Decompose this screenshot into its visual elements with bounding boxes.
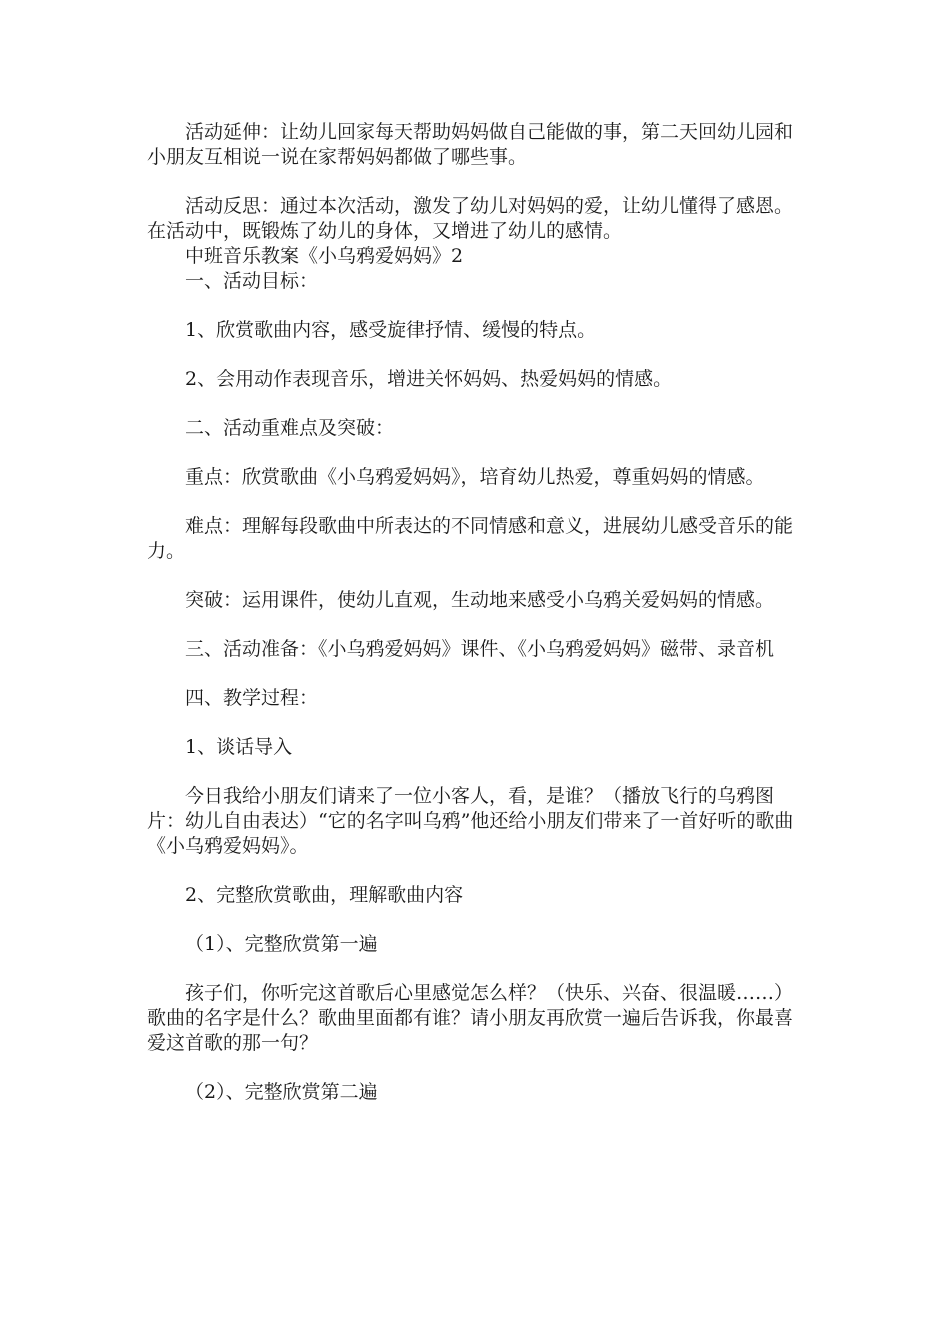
goal-item-1: 1、欣赏歌曲内容，感受旋律抒情、缓慢的特点。 bbox=[185, 319, 597, 341]
paragraph-activity-extension: 活动延伸：让幼儿回家每天帮助妈妈做自己能做的事，第二天回幼儿园和小朋友互相说一说在家帮妈妈都做了哪些事。 bbox=[147, 121, 794, 168]
paragraph-activity-reflection: 活动反思：通过本次活动，激发了幼儿对妈妈的爱，让幼儿懂得了感恩。在活动中，既锻炼了幼儿的身体，又增进了幼儿的感情。 bbox=[147, 195, 794, 242]
paragraph-key-point: 重点：欣赏歌曲《小乌鸦爱妈妈》，培育幼儿热爱，尊重妈妈的情感。 bbox=[185, 466, 765, 488]
sub-step-second-listening: （2）、完整欣赏第二遍 bbox=[185, 1081, 378, 1103]
section-heading-process: 四、教学过程： bbox=[185, 687, 319, 709]
goal-item-2: 2、会用动作表现音乐，增进关怀妈妈、热爱妈妈的情感。 bbox=[185, 368, 673, 390]
paragraph-introduction: 今日我给小朋友们请来了一位小客人，看，是谁？（播放飞行的乌鸦图片：幼儿自由表达）“它的名字叫乌鸦”他还给小朋友们带来了一首好听的歌曲《小乌鸦爱妈妈》。 bbox=[147, 785, 794, 857]
document-body bbox=[147, 120, 807, 1105]
paragraph-difficulty: 难点：理解每段歌曲中所表达的不同情感和意义，进展幼儿感受音乐的能力。 bbox=[147, 515, 794, 562]
step-heading-introduction: 1、谈话导入 bbox=[185, 736, 293, 758]
step-heading-full-listening: 2、完整欣赏歌曲，理解歌曲内容 bbox=[185, 884, 464, 906]
section-heading-preparation: 三、活动准备：《小乌鸦爱妈妈》课件、《小乌鸦爱妈妈》磁带、录音机 bbox=[185, 638, 775, 660]
paragraph-breakthrough: 突破：运用课件，使幼儿直观，生动地来感受小乌鸦关爱妈妈的情感。 bbox=[185, 589, 775, 611]
paragraph-first-listening: 孩子们，你听完这首歌后心里感觉怎么样？（快乐、兴奋、很温暖……）歌曲的名字是什么？歌曲里面都有谁？请小朋友再欣赏一遍后告诉我，你最喜爱这首歌的那一句？ bbox=[147, 982, 794, 1054]
section-heading-goals: 一、活动目标： bbox=[185, 270, 319, 292]
lesson-title: 中班音乐教案《小乌鸦爱妈妈》2 bbox=[185, 245, 464, 267]
section-heading-key-points: 二、活动重难点及突破： bbox=[185, 417, 395, 439]
sub-step-first-listening: （1）、完整欣赏第一遍 bbox=[185, 933, 378, 955]
